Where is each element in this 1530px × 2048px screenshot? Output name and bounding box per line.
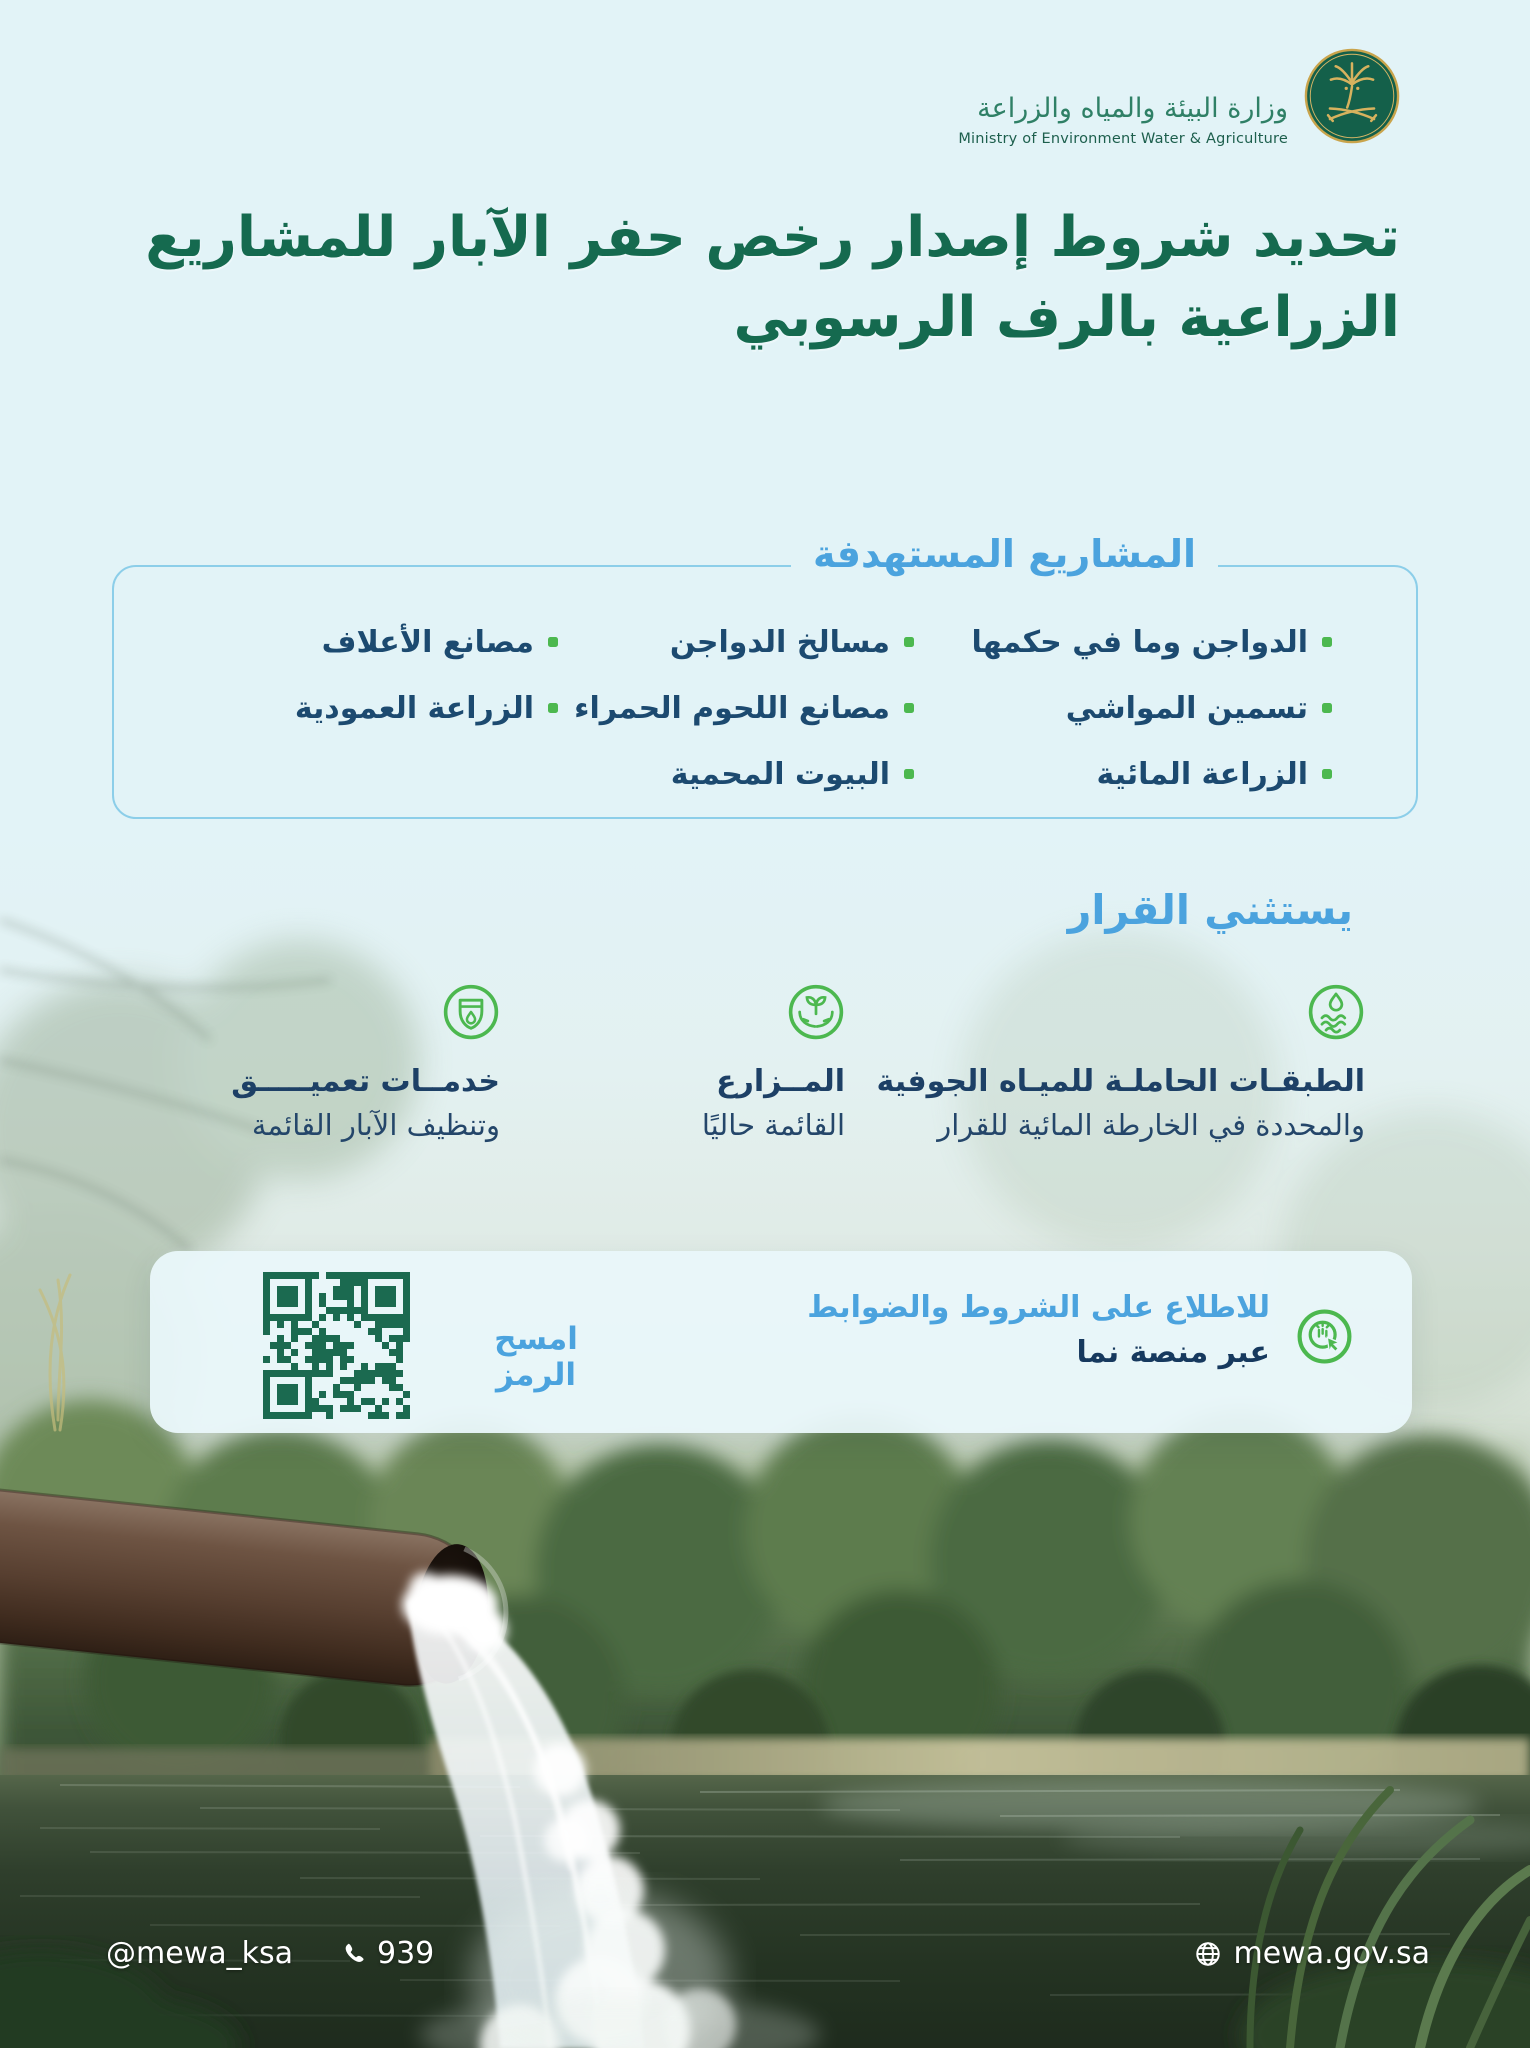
- project-item: [914, 741, 1332, 807]
- qr-click-icon: [1295, 1307, 1354, 1366]
- exclusion-line-1: المــزارع: [716, 1064, 845, 1099]
- targeted-projects-heading: المشاريع المستهدفة: [791, 529, 1218, 579]
- globe-icon: [1194, 1940, 1222, 1968]
- project-item-label: الزراعة المائية: [1096, 756, 1308, 792]
- project-item-label: مسالخ الدواجن: [669, 624, 890, 660]
- bullet-icon: [1322, 637, 1332, 647]
- qr-info-line-2: عبر منصة نما: [1076, 1335, 1270, 1370]
- footer-left: [106, 1936, 434, 1971]
- phone-number: 939: [377, 1936, 435, 1971]
- project-item: [914, 609, 1332, 675]
- social-handle: @mewa_ksa: [106, 1936, 293, 1971]
- project-item-label: مصانع الأعلاف: [321, 624, 534, 660]
- title-line-2: الزراعية بالرف الرسوبي: [733, 284, 1400, 350]
- bullet-icon: [548, 703, 558, 713]
- ministry-logo-text: [958, 94, 1288, 147]
- aquifer-drop-waves-icon: [1307, 983, 1365, 1041]
- bullet-icon: [904, 703, 914, 713]
- mewa-palm-swords-emblem-icon: [1304, 48, 1400, 144]
- footer-right: [1194, 1936, 1430, 1971]
- project-item: [558, 741, 914, 807]
- page-title: [120, 198, 1400, 357]
- exclusion-item-well-services: [231, 983, 500, 1140]
- bullet-icon: [904, 769, 914, 779]
- project-item-label: الزراعة العمودية: [294, 690, 534, 726]
- ministry-name-arabic: وزارة البيئة والمياه والزراعة: [977, 93, 1288, 124]
- exclusion-line-1: الطبقـات الحاملـة للميـاه الجوفية: [876, 1064, 1365, 1099]
- bullet-icon: [1322, 769, 1332, 779]
- project-item: [558, 609, 914, 675]
- targeted-projects-box: [112, 532, 1418, 819]
- project-item-label: البيوت المحمية: [670, 756, 890, 792]
- hands-holding-plant-icon: [787, 983, 845, 1041]
- targeted-projects-grid: [114, 567, 1416, 807]
- project-item: [914, 675, 1332, 741]
- qr-code: [263, 1272, 410, 1419]
- ministry-name-english: Ministry of Environment Water & Agriculture: [958, 130, 1288, 147]
- title-line-1: تحديد شروط إصدار رخص حفر الآبار للمشاريع: [145, 205, 1400, 270]
- exclusion-line-2: والمحددة في الخارطة المائية للقرار: [937, 1108, 1365, 1142]
- project-item: [154, 609, 558, 675]
- exclusions-heading: يستثني القرار: [1067, 886, 1353, 934]
- qr-info-line-1: للاطلاع على الشروط والضوابط: [807, 1290, 1270, 1325]
- qr-info-text: [807, 1290, 1270, 1370]
- website-url: mewa.gov.sa: [1233, 1936, 1430, 1971]
- bullet-icon: [904, 637, 914, 647]
- exclusion-line-2: القائمة حاليًا: [701, 1108, 845, 1142]
- project-item-label: تسمين المواشي: [1065, 690, 1308, 726]
- shield-water-drop-icon: [442, 983, 500, 1041]
- exclusion-line-2: وتنظيف الآبار القائمة: [251, 1108, 500, 1142]
- project-item: [558, 675, 914, 741]
- project-item-label: مصانع اللحوم الحمراء: [574, 690, 890, 726]
- project-item-label: الدواجن وما في حكمها: [971, 624, 1308, 660]
- exclusion-item-existing-farms: [702, 983, 845, 1140]
- bullet-icon: [1322, 703, 1332, 713]
- phone-icon: [341, 1940, 369, 1968]
- bullet-icon: [548, 637, 558, 647]
- exclusion-line-1: خدمــات تعميـــــق: [231, 1064, 500, 1099]
- phone-contact: [341, 1936, 434, 1971]
- project-item: [154, 675, 558, 741]
- scan-code-label: امسح الرمز: [494, 1321, 578, 1393]
- exclusion-item-aquifers: [877, 983, 1365, 1140]
- qr-info-card: [150, 1251, 1412, 1433]
